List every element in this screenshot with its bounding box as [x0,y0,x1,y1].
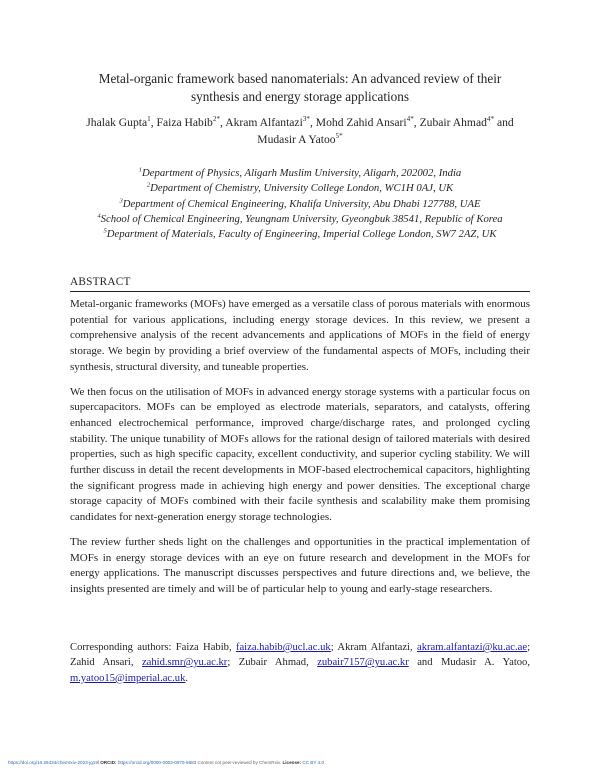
corresponding-separator: . [185,672,189,684]
affiliation-number: 3 [119,197,123,205]
corresponding-separator: ; [227,657,239,669]
affiliation-number: 4 [97,212,101,220]
affiliation [40,197,560,212]
author [86,116,156,129]
corresponding-separator: ; [330,642,338,653]
affiliation [40,227,560,242]
author-name: Faiza Habib [156,116,213,129]
email-link[interactable]: akram.alfantazi@ku.ac.ae [417,642,528,653]
author-name: Zubair Ahmad [419,116,487,129]
corresponding-name: Zubair Ahmad [238,657,307,669]
author-affiliation-mark: 1 [147,115,151,124]
author-separator: , [310,116,316,129]
abstract-heading: ABSTRACT [70,276,131,288]
orcid-label: ORCID: [100,760,117,765]
affiliation-number: 5 [103,227,107,235]
affiliation-list [40,166,560,242]
corresponding-name: Mudasir A. Yatoo [440,657,528,669]
author-affiliation-mark: 4* [406,115,414,124]
author [420,116,514,129]
author [316,116,420,129]
corresponding-authors: Corresponding authors: Faiza Habib, faiza.habib@ucl.ac.uk; Akram Alfantazi, akram.alfantazi@ku.ac.ae; Zahid Ansari, zahid.smr@yu.ac.kr; Zubair Ahmad, zubair7157@yu.ac.kr and Mudasir A. Yatoo, m.yatoo15@imperial.ac.uk. [70,642,531,684]
section-divider [70,291,530,292]
author-affiliation-mark: 5* [335,131,343,140]
author-name: Jhalak Gupta [86,116,148,129]
corresponding-prefix: Corresponding authors: [70,642,176,653]
email-link[interactable]: zubair7157@yu.ac.kr [317,657,409,669]
title-line: synthesis and energy storage applications [190,89,410,104]
preprint-footer [8,760,598,765]
author-name: Mudasir A Yatoo [257,132,336,146]
author [157,116,226,129]
affiliation-text: School of Chemical Engineering, Yeungnam University, Gyeongbuk 38541, Republic of Korea [100,212,503,225]
doi-link[interactable]: https://doi.org/10.26434/chemrxiv-2023-jg19l [8,760,99,765]
affiliation-number: 1 [138,166,143,174]
corresponding-separator: ; [527,642,531,653]
affiliation-text: Department of Materials, Faculty of Engineering, Imperial College London, SW7 2AZ, UK [106,228,497,241]
author-affiliation-mark: 3* [302,115,310,124]
abstract-paragraph: We then focus on the utilisation of MOFs in advanced energy storage systems with a particular focus on supercapacitors. MOFs can be employed as electrode materials, separators, and catalysts, offering enhanced electrochemical performance, improved charge/discharge rates, and prolonged cycling stability. The unique tunability of MOFs allows for the rational design of tailored materials with desired properties, such as high specific capacity, excellent conductivity, and superior cycling stability. We will further discuss in detail the recent developments in MOF-based electrochemical capacitors, highlighting the significant progress made in achieving high energy and power densities. The exceptional charge storage capacity of MOFs combined with their facile synthesis and scalability make them promising candidates for next-generation energy storage technologies. [70,385,530,524]
corresponding-name: Faiza Habib [175,642,229,653]
affiliation [40,166,560,181]
corresponding-name: Akram Alfantazi [337,642,411,653]
author-line [60,132,540,149]
affiliation-text: Department of Chemistry, University College London, WC1H 0AJ, UK [150,182,454,195]
author-line [60,115,540,132]
author [225,116,316,129]
affiliation [40,212,560,227]
title-line: Metal-organic framework based nanomaterials: An advanced review of their [98,71,502,86]
author-separator: , [150,116,157,129]
orcid-link[interactable]: https://orcid.org/0000-0003-0970-5683 [117,760,197,765]
corresponding-separator: and [408,657,441,669]
author-name: Akram Alfantazi [225,116,303,129]
author-separator: and [494,116,514,129]
review-note: Content not peer-reviewed by ChemRxiv. [197,760,282,765]
author-list [60,115,540,148]
affiliation-text: Department of Chemical Engineering, Khalifa University, Abu Dhabi 127788, UAE [122,197,481,210]
affiliation [40,181,560,196]
email-link[interactable]: faiza.habib@ucl.ac.uk [235,642,331,653]
author-affiliation-mark: 4* [486,115,495,124]
license-link[interactable]: CC BY 4.0 [302,760,325,765]
author-affiliation-mark: 2* [212,115,221,124]
abstract-body [70,297,530,607]
abstract-paragraph: The review further sheds light on the challenges and opportunities in the practical implementation of MOFs in energy storage devices with an eye on future research and development in the MOFs for energy applications. The manuscript discusses perspectives and future directions and, we believe, the insights presented are timely and will be of particular help to young and early-stage researchers. [70,535,530,595]
author-separator: , [413,116,420,129]
author-separator: , [220,116,226,129]
paper-title [60,70,540,106]
abstract-paragraph: Metal-organic frameworks (MOFs) have emerged as a versatile class of porous materials with enormous potential for various applications, including energy storage devices. In this review, we present a comprehensive analysis of the recent advancements and applications of MOFs in the field of energy storage. We begin by providing a brief overview of the fundamental aspects of MOFs, including their synthesis, structural diversity, and tuneable properties. [70,298,530,373]
author [257,133,342,146]
email-link[interactable]: m.yatoo15@imperial.ac.uk [70,672,186,684]
email-link[interactable]: zahid.smr@yu.ac.kr [141,657,228,669]
affiliation-number: 2 [146,181,151,189]
license-label: License: [282,760,302,765]
author-name: Mohd Zahid Ansari [315,116,407,129]
corresponding-name: Zahid Ansari [70,657,131,669]
affiliation-text: Department of Physics, Aligarh Muslim University, Aligarh, 202002, India [142,167,462,179]
